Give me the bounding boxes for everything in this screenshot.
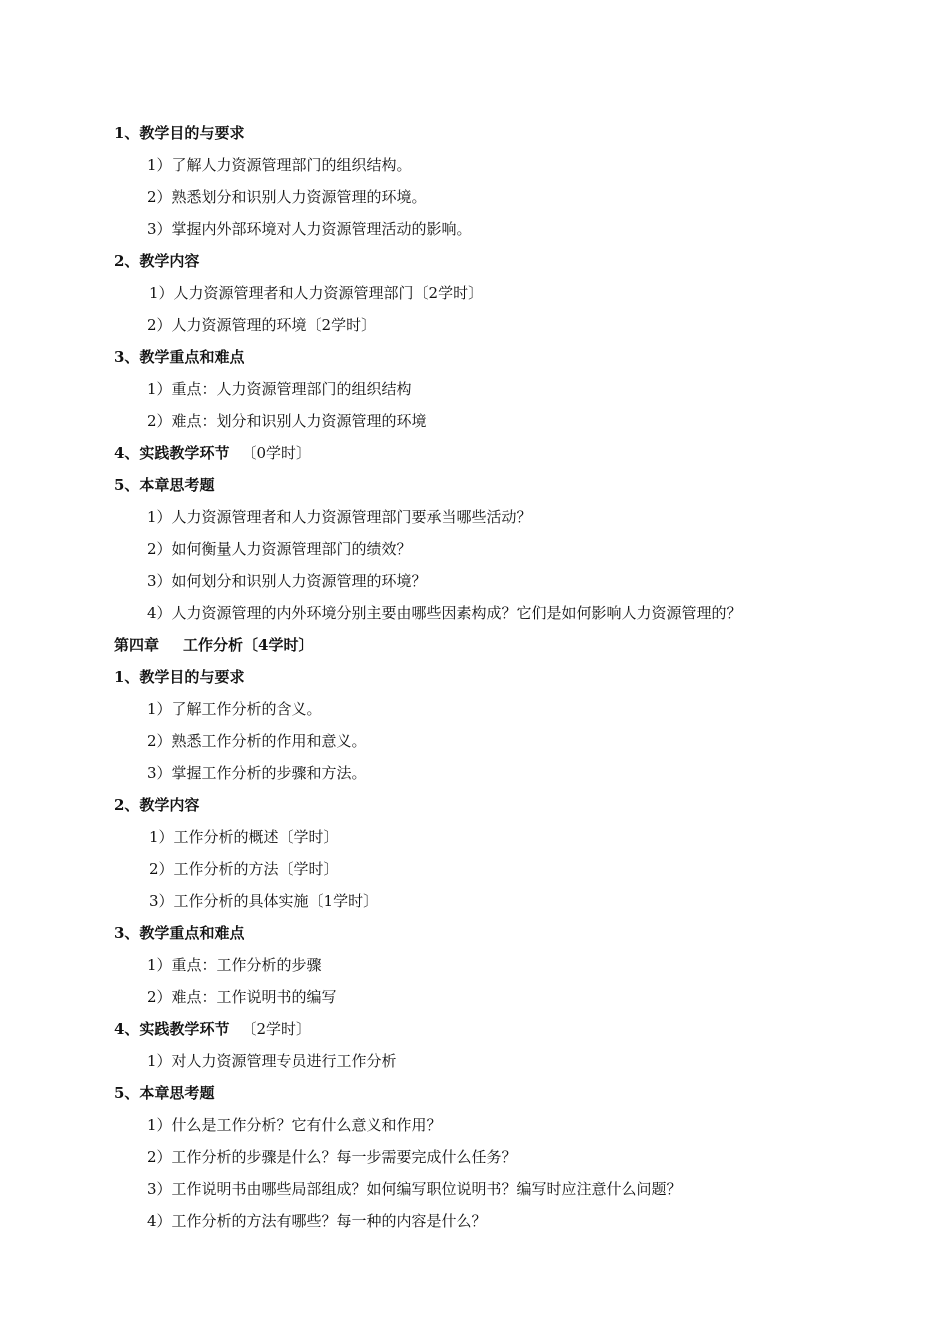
list-item: 3）工作分析的具体实施〔1学时〕: [149, 892, 379, 910]
section-heading-questions: 5、本章思考题: [114, 476, 215, 494]
practice-heading-text: 4、实践教学环节: [114, 1020, 230, 1038]
chapter-title: [114, 629, 313, 661]
list-item: 4）工作分析的方法有哪些？每一种的内容是什么？: [147, 1212, 487, 1230]
list-item: 3）工作说明书由哪些局部组成？如何编写职位说明书？编写时应注意什么问题？: [147, 1180, 682, 1198]
list-item: 2）难点：划分和识别人力资源管理的环境: [147, 412, 427, 430]
list-item: 1）人力资源管理者和人力资源管理部门〔2学时〕: [149, 284, 484, 302]
list-item: 2）熟悉工作分析的作用和意义。: [147, 732, 367, 750]
practice-hours: 〔2学时〕: [241, 1020, 311, 1038]
list-item: 1）对人力资源管理专员进行工作分析: [147, 1052, 397, 1070]
list-item: 3）掌握内外部环境对人力资源管理活动的影响。: [147, 220, 472, 238]
list-item: 2）如何衡量人力资源管理部门的绩效？: [147, 540, 412, 558]
section-heading-practice: [114, 437, 311, 469]
list-item: 2）人力资源管理的环境〔2学时〕: [147, 316, 377, 334]
practice-heading-text: 4、实践教学环节: [114, 444, 230, 462]
practice-hours: 〔0学时〕: [241, 444, 311, 462]
section-heading-key-points: 3、教学重点和难点: [114, 924, 245, 942]
list-item: 2）熟悉划分和识别人力资源管理的环境。: [147, 188, 427, 206]
list-item: 1）人力资源管理者和人力资源管理部门要承当哪些活动？: [147, 508, 532, 526]
list-item: 2）工作分析的步骤是什么？每一步需要完成什么任务？: [147, 1148, 517, 1166]
list-item: 1）工作分析的概述〔学时〕: [149, 828, 339, 846]
list-item: 1）重点：人力资源管理部门的组织结构: [147, 380, 412, 398]
chapter-number: 第四章: [114, 636, 160, 654]
list-item: 1）了解人力资源管理部门的组织结构。: [147, 156, 412, 174]
section-heading-objectives: 1、教学目的与要求: [114, 668, 245, 686]
chapter-name: 工作分析〔4学时〕: [183, 636, 314, 654]
list-item: 1）重点：工作分析的步骤: [147, 956, 322, 974]
section-heading-content: 2、教学内容: [114, 252, 200, 270]
list-item: 2）工作分析的方法〔学时〕: [149, 860, 339, 878]
list-item: 3）掌握工作分析的步骤和方法。: [147, 764, 367, 782]
section-heading-questions: 5、本章思考题: [114, 1084, 215, 1102]
section-heading-key-points: 3、教学重点和难点: [114, 348, 245, 366]
section-heading-objectives: 1、教学目的与要求: [114, 124, 245, 142]
section-heading-content: 2、教学内容: [114, 796, 200, 814]
list-item: 1）了解工作分析的含义。: [147, 700, 322, 718]
section-heading-practice: [114, 1013, 311, 1045]
list-item: 2）难点：工作说明书的编写: [147, 988, 337, 1006]
list-item: 3）如何划分和识别人力资源管理的环境？: [147, 572, 427, 590]
list-item: 1）什么是工作分析？它有什么意义和作用？: [147, 1116, 442, 1134]
list-item: 4）人力资源管理的内外环境分别主要由哪些因素构成？它们是如何影响人力资源管理的？: [147, 604, 742, 622]
